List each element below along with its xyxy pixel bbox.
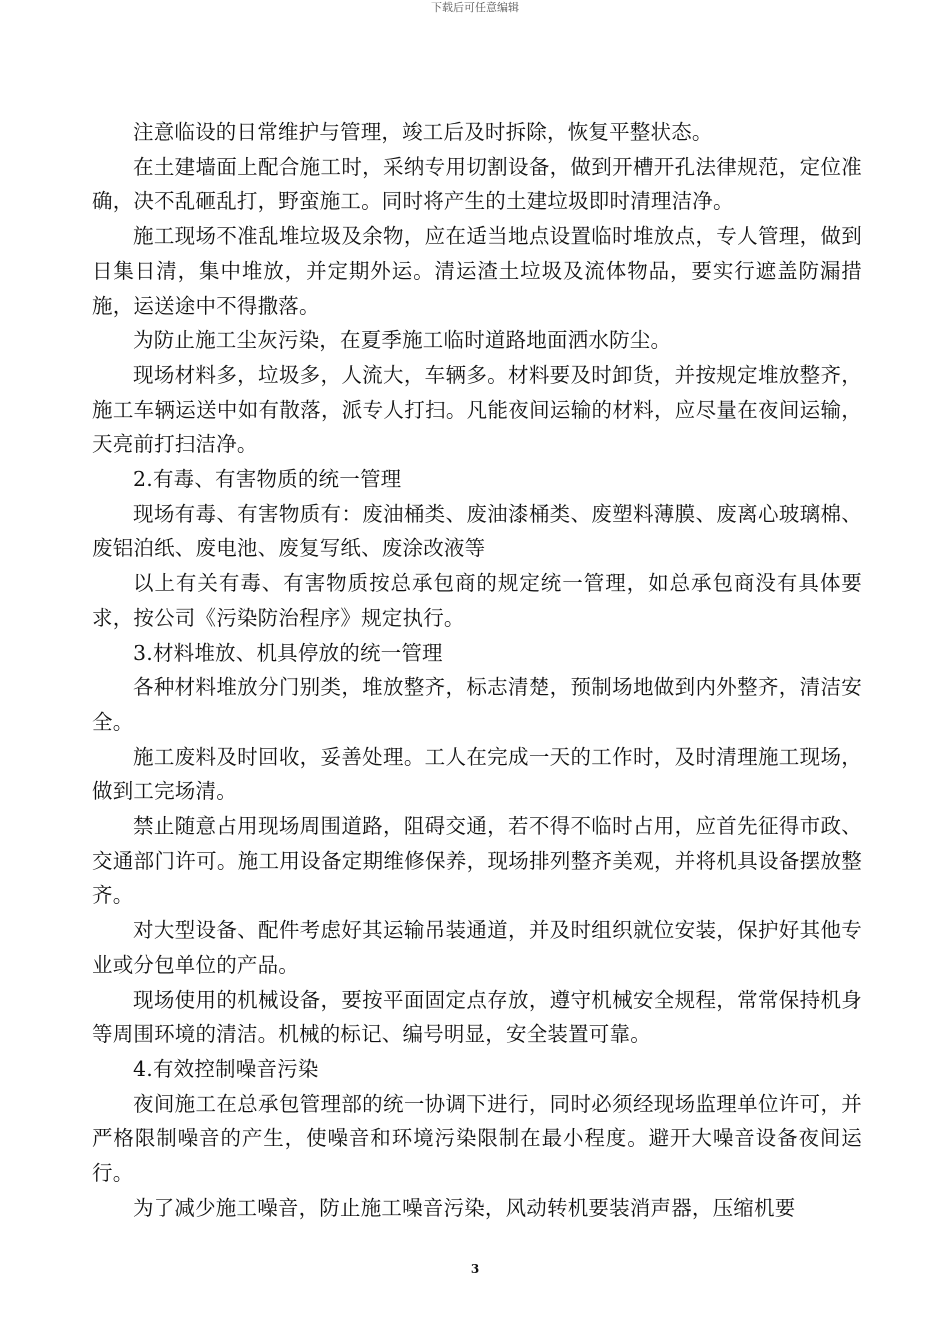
- paragraph: 为防止施工尘灰污染，在夏季施工临时道路地面洒水防尘。: [133, 328, 672, 353]
- paragraph: 施工现场不准乱堆垃圾及余物，应在适当地点设置临时堆放点，专人管理，做到日集日清，集中堆放，并定期外运。清运渣土垃圾及流体物品，要实行遮盖防漏措施，运送途中不得撒落。: [92, 224, 862, 318]
- section-heading: 4.有效控制噪音污染: [133, 1056, 319, 1081]
- paragraph: 各种材料堆放分门别类，堆放整齐，标志清楚，预制场地做到内外整齐，清洁安全。: [92, 675, 862, 734]
- section-heading: 3.材料堆放、机具停放的统一管理: [133, 640, 443, 665]
- page-header-note: 下载后可任意编辑: [431, 1, 519, 14]
- paragraph: 施工废料及时回收，妥善处理。工人在完成一天的工作时，及时清理施工现场，做到工完场清。: [92, 744, 862, 804]
- paragraph: 现场有毒、有害物质有：废油桶类、废油漆桶类、废塑料薄膜、废离心玻璃棉、废铝泊纸、废电池、废复写纸、废涂改液等: [92, 501, 862, 561]
- paragraph: 注意临设的日常维护与管理，竣工后及时拆除，恢复平整状态。: [133, 120, 713, 144]
- paragraph: 在土建墙面上配合施工时，采纳专用切割设备，做到开槽开孔法律规范，定位准确，决不乱砸乱打，野蛮施工。同时将产生的土建垃圾即时清理洁净。: [92, 154, 862, 214]
- paragraph: 禁止随意占用现场周围道路，阻碍交通，若不得不临时占用，应首先征得市政、交通部门许可。施工用设备定期维修保养，现场排列整齐美观，并将机具设备摆放整齐。: [92, 814, 862, 908]
- paragraph: 为了减少施工噪音，防止施工噪音污染，风动转机要装消声器，压缩机要: [133, 1195, 796, 1220]
- page-number: 3: [470, 1262, 480, 1276]
- paragraph: 夜间施工在总承包管理部的统一协调下进行，同时必须经现场监理单位许可，并严格限制噪音的产生，使噪音和环境污染限制在最小程度。避开大噪音设备夜间运行。: [92, 1091, 862, 1186]
- paragraph: 对大型设备、配件考虑好其运输吊装通道，并及时组织就位安装，保护好其他专业或分包单位的产品。: [92, 918, 862, 977]
- document-body: [92, 115, 862, 1226]
- section-heading: 2.有毒、有害物质的统一管理: [133, 467, 402, 492]
- paragraph: 现场材料多，垃圾多，人流大，车辆多。材料要及时卸货，并按规定堆放整齐，施工车辆运送中如有散落，派专人打扫。凡能夜间运输的材料，应尽量在夜间运输，天亮前打扫洁净。: [92, 362, 862, 457]
- paragraph: 以上有关有毒、有害物质按总承包商的规定统一管理，如总承包商没有具体要求，按公司《污染防治程序》规定执行。: [92, 571, 862, 630]
- paragraph: 现场使用的机械设备，要按平面固定点存放，遵守机械安全规程，常常保持机身等周围环境的清洁。机械的标记、编号明显，安全装置可靠。: [92, 987, 862, 1047]
